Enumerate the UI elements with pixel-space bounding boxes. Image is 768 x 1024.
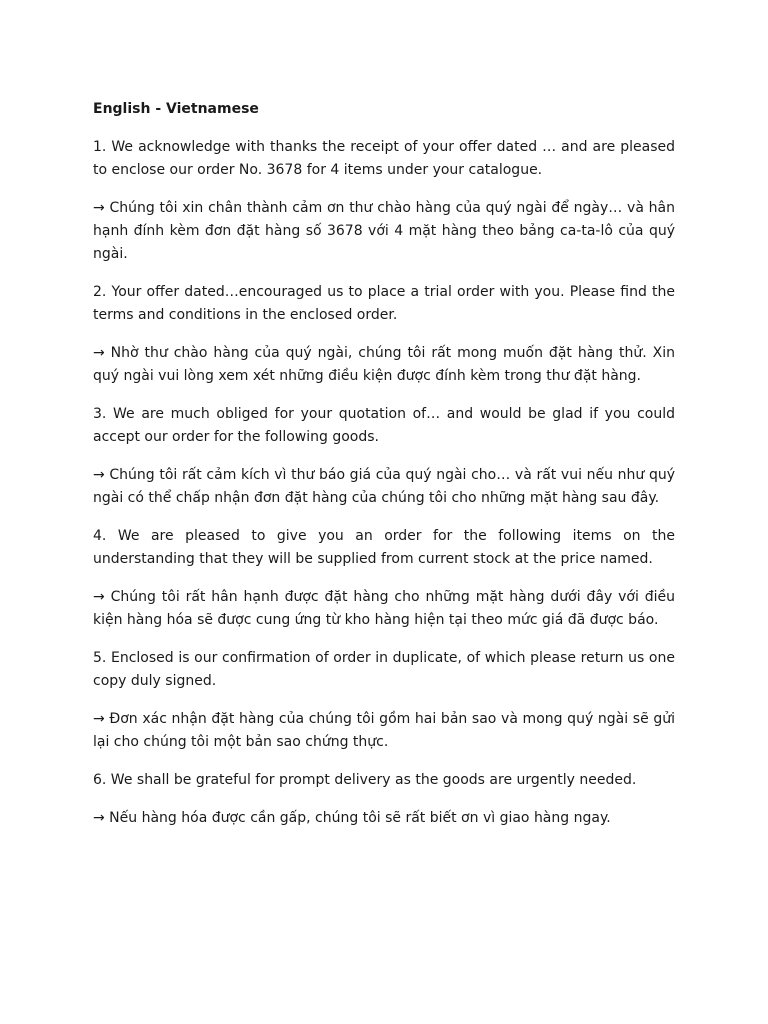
paragraph-3-english: 3. We are much obliged for your quotation of… and would be glad if you could accept our order for the following goods. [93, 406, 675, 445]
paragraph-1-vietnamese: → Chúng tôi xin chân thành cảm ơn thư chào hàng của quý ngài để ngày… và hân hạnh đính kèm đơn đặt hàng số 3678 với 4 mặt hàng theo bảng ca-ta-lô của quý ngài. [93, 200, 675, 262]
document-title: English - Vietnamese [93, 101, 259, 117]
paragraph-5-english: 5. Enclosed is our confirmation of order in duplicate, of which please return us one copy duly signed. [93, 650, 675, 689]
document-page [93, 98, 675, 845]
paragraph-5-vietnamese: → Đơn xác nhận đặt hàng của chúng tôi gồm hai bản sao và mong quý ngài sẽ gửi lại cho chúng tôi một bản sao chứng thực. [93, 711, 675, 750]
paragraph-2-english: 2. Your offer dated…encouraged us to place a trial order with you. Please find the terms and conditions in the enclosed order. [93, 284, 675, 323]
paragraph-1-english: 1. We acknowledge with thanks the receipt of your offer dated … and are pleased to enclose our order No. 3678 for 4 items under your catalogue. [93, 139, 675, 178]
paragraph-6-english: 6. We shall be grateful for prompt delivery as the goods are urgently needed. [93, 772, 637, 788]
paragraph-4-english: 4. We are pleased to give you an order for the following items on the understanding that they will be supplied from current stock at the price named. [93, 528, 675, 567]
paragraph-3-vietnamese: → Chúng tôi rất cảm kích vì thư báo giá của quý ngài cho… và rất vui nếu như quý ngài có thể chấp nhận đơn đặt hàng của chúng tôi cho những mặt hàng sau đây. [93, 467, 675, 506]
paragraph-4-vietnamese: → Chúng tôi rất hân hạnh được đặt hàng cho những mặt hàng dưới đây với điều kiện hàng hóa sẽ được cung ứng từ kho hàng hiện tại theo mức giá đã được báo. [93, 589, 675, 628]
paragraph-2-vietnamese: → Nhờ thư chào hàng của quý ngài, chúng tôi rất mong muốn đặt hàng thử. Xin quý ngài vui lòng xem xét những điều kiện được đính kèm trong thư đặt hàng. [93, 345, 675, 384]
paragraph-6-vietnamese: → Nếu hàng hóa được cần gấp, chúng tôi sẽ rất biết ơn vì giao hàng ngay. [93, 810, 611, 826]
